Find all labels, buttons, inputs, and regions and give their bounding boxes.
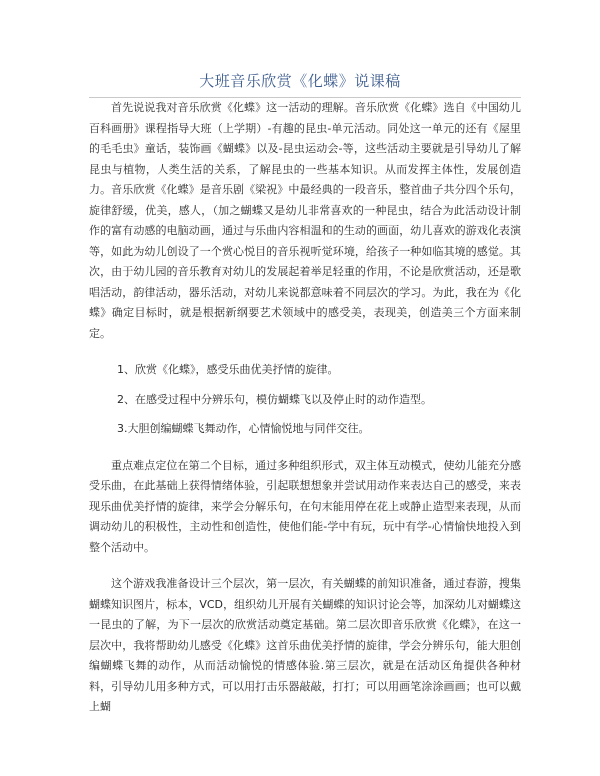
goal-item-2: 2、在感受过程中分辨乐句，模仿蝴蝶飞以及停止时的动作造型。 bbox=[117, 392, 432, 406]
document-title: 大班音乐欣赏《化蝶》说课稿 bbox=[199, 72, 401, 90]
activity-levels-paragraph: 这个游戏我准备设计三个层次，第一层次，有关蝴蝶的前知识准备，通过春游，搜集蝴蝶知识图片，标本，VCD，组织幼儿开展有关蝴蝶的知识讨论会等，加深幼儿对蝴蝶这一昆虫的了解，为下一层次的欣赏活动奠定基础。第二层次即音乐欣赏《化蝶》，在这一层次中，我将帮助幼儿感受《化蝶》这首乐曲优美抒情的旋律，学会分辨乐句，能大胆创编蝴蝶飞舞的动作，从而活动愉悦的情感体验.第三层次，就是在活动区角提供各种材料，引导幼儿用多种方式，可以用打击乐器敲敲，打打；可以用画笔涂涂画画；也可以戴上蝴 bbox=[89, 577, 521, 713]
document-body bbox=[89, 98, 521, 718]
goal-item-3: 3.大胆创编蝴蝶飞舞动作，心情愉悦地与同伴交往。 bbox=[117, 422, 370, 435]
key-difficulty-paragraph: 重点难点定位在第二个目标，通过多种组织形式，双主体互动模式，使幼儿能充分感受乐曲，在此基础上获得情绪体验，引起联想想象并尝试用动作来表达自己的感受，来表现乐曲优美抒情的旋律，来学会分解乐句，在句末能用停在花上或静止造型来表现，从而调动幼儿的积极性，主动性和创造性，使他们能-学中有玩，玩中有学-心情愉快地投入到整个活动中。 bbox=[89, 458, 521, 554]
intro-paragraph: 首先说说我对音乐欣赏《化蝶》这一活动的理解。音乐欣赏《化蝶》选自《中国幼儿百科画册》课程指导大班（上学期）-有趣的昆虫-单元活动。同处这一单元的还有《屋里的毛毛虫》童话，装饰画《蝴蝶》以及-昆虫运动会-等，这些活动主要就是引导幼儿了解昆虫与植物，人类生活的关系，了解昆虫的一些基本知识。从而发挥主体性，发展创造力。音乐欣赏《化蝶》是音乐剧《梁祝》中最经典的一段音乐，整首曲子共分四个乐句，旋律舒缓，优美，感人，（加之蝴蝶又是幼儿非常喜欢的一种昆虫，结合为此活动设计制作的富有动感的电脑动画，通过与乐曲内容相温和的生动的画面，幼儿喜欢的游戏化表演等，如此为幼儿创设了一个赏心悦目的音乐视听觉环境，给孩子一种如临其境的感觉。其次，由于幼儿园的音乐教育对幼儿的发展起着举足轻重的作用，不论是欣赏活动，还是歌唱活动，韵律活动，器乐活动，对幼儿来说都意味着不同层次的学习。为此，我在为《化蝶》确定目标时，就是根据新纲要艺术领域中的感受美，表现美，创造美三个方面来制定。 bbox=[89, 101, 521, 340]
goal-item-1: 1、欣赏《化蝶》，感受乐曲优美抒情的旋律。 bbox=[117, 363, 339, 376]
